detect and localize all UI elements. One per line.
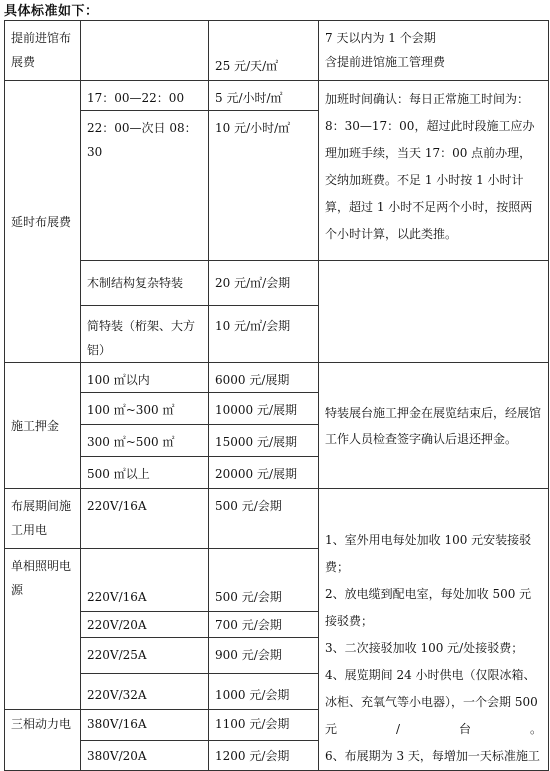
three-phase-item: 三相动力电 bbox=[5, 710, 81, 771]
wood-structure-price: 20 元/㎡/会期 bbox=[209, 261, 319, 306]
table-row bbox=[5, 363, 549, 393]
overtime-time2: 22：00—次日 08：30 bbox=[81, 111, 209, 261]
construction-power-price: 500 元/会期 bbox=[209, 489, 319, 549]
pre-setup-item: 提前进馆布展费 bbox=[5, 21, 81, 81]
deposit-range: 100 ㎡~300 ㎡ bbox=[81, 393, 209, 425]
lighting-price: 1000 元/会期 bbox=[209, 674, 319, 710]
deposit-price: 10000 元/展期 bbox=[209, 393, 319, 425]
overtime-time1: 17：00—22：00 bbox=[81, 81, 209, 111]
table-row bbox=[5, 489, 549, 549]
lighting-spec: 220V/20A bbox=[81, 612, 209, 638]
simple-build-item: 简特装（桁架、大方铝） bbox=[81, 306, 209, 363]
overtime-item: 延时布展费 bbox=[5, 81, 81, 363]
note4-tail: 元 / 台 。 bbox=[325, 722, 542, 736]
deposit-price: 20000 元/展期 bbox=[209, 457, 319, 489]
construction-power-spec: 220V/16A bbox=[81, 489, 209, 549]
three-phase-price: 1100 元/会期 bbox=[209, 710, 319, 741]
lighting-price: 500 元/会期 bbox=[209, 549, 319, 612]
pre-setup-note: 7 天以内为 1 个会期 含提前进馆施工管理费 bbox=[319, 21, 549, 81]
table-row bbox=[5, 21, 549, 81]
pre-setup-price: 25 元/天/㎡ bbox=[209, 21, 319, 81]
three-phase-spec: 380V/20A bbox=[81, 741, 209, 771]
construction-power-item: 布展期间施工用电 bbox=[5, 489, 81, 549]
lighting-spec: 220V/25A bbox=[81, 638, 209, 674]
three-phase-spec: 380V/16A bbox=[81, 710, 209, 741]
deposit-note: 特装展台施工押金在展览结束后，经展馆工作人员检查签字确认后退还押金。 bbox=[319, 363, 549, 489]
overtime-price1: 5 元/小时/㎡ bbox=[209, 81, 319, 111]
lighting-power-item: 单相照明电源 bbox=[5, 549, 81, 710]
lighting-price: 700 元/会期 bbox=[209, 612, 319, 638]
deposit-price: 6000 元/展期 bbox=[209, 363, 319, 393]
deposit-price: 15000 元/展期 bbox=[209, 425, 319, 457]
wood-structure-item: 木制结构复杂特装 bbox=[81, 261, 209, 306]
section-heading: 具体标准如下： bbox=[4, 4, 99, 19]
overtime-price2: 10 元/小时/㎡ bbox=[209, 111, 319, 261]
simple-build-price: 10 元/㎡/会期 bbox=[209, 306, 319, 363]
lighting-spec: 220V/32A bbox=[81, 674, 209, 710]
deposit-range: 100 ㎡以内 bbox=[81, 363, 209, 393]
deposit-item: 施工押金 bbox=[5, 363, 81, 489]
overtime-note: 加班时间确认：每日正常施工时间为：8：30—17：00，超过此时段施工应办理加班手续，当天 17：00 点前办理，交纳加班费。不足 1 小时按 1 小时计算，超过 1 小时不足两个小时，按照两个小时计算，以此类推。 bbox=[319, 81, 549, 261]
deposit-range: 500 ㎡以上 bbox=[81, 457, 209, 489]
table-row bbox=[5, 81, 549, 111]
table-row bbox=[5, 261, 549, 306]
lighting-price: 900 元/会期 bbox=[209, 638, 319, 674]
deposit-range: 300 ㎡~500 ㎡ bbox=[81, 425, 209, 457]
three-phase-price: 1200 元/会期 bbox=[209, 741, 319, 771]
lighting-spec: 220V/16A bbox=[81, 549, 209, 612]
power-notes: 1、室外用电每处加收 100 元安装接驳费； 2、放电缆到配电室，每处加收 500 元接驳费； 3、二次接驳加收 100 元/处接驳费； 4、展览期间 24 小时供电（仅限冰箱、冰柜、充氧气等小电器），一个会期 500 元 / 台 。 6、布展期为 3 天，每增加一天标准施工 bbox=[319, 489, 549, 771]
fee-standard-table bbox=[4, 20, 549, 771]
